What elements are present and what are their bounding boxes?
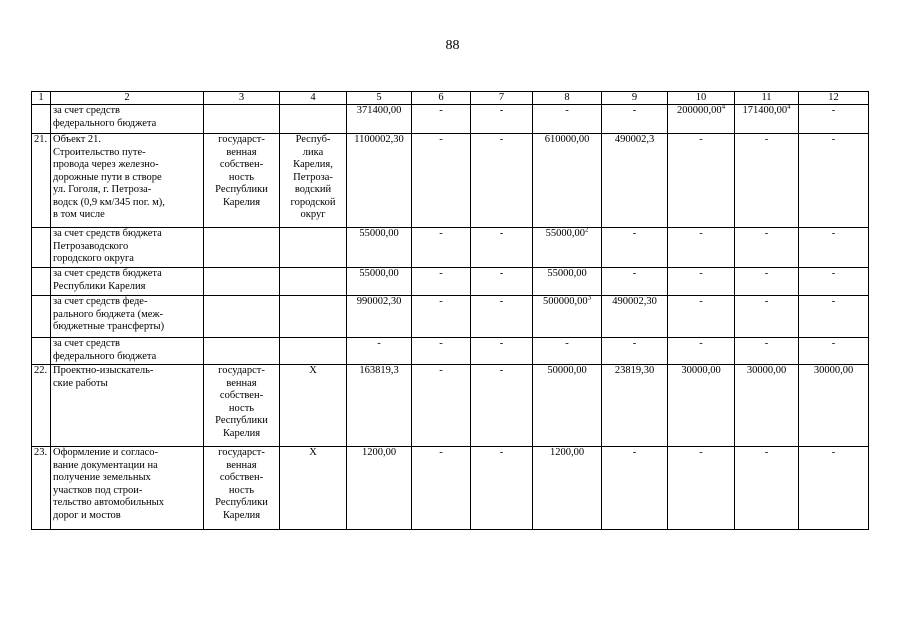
- value-cell-col6: [412, 338, 471, 365]
- cell-value: 171400,00: [742, 105, 788, 116]
- location-cell: [280, 338, 347, 365]
- table-row: [32, 268, 869, 296]
- cell-value: 1200,00: [361, 447, 397, 458]
- value-cell-col11: [735, 268, 799, 296]
- footnote-mark: 3: [587, 295, 592, 302]
- cell-value: -: [439, 447, 443, 458]
- cell-value: -: [831, 338, 836, 349]
- cell-value: -: [699, 338, 703, 349]
- value-cell-col8: [533, 105, 602, 134]
- cell-value: 490002,3: [614, 134, 655, 145]
- cell-value: -: [699, 228, 703, 239]
- description-cell-line: Проектно-изыскатель-: [53, 365, 154, 376]
- cell-value: -: [764, 447, 769, 458]
- description-cell-line: бюджетные трансферты): [53, 321, 165, 332]
- column-number-10: 10: [668, 92, 735, 105]
- value-cell-col8: [533, 268, 602, 296]
- description-cell-line: рального бюджета (меж-: [53, 308, 164, 320]
- value-cell-col11: [735, 228, 799, 268]
- value-cell-col6: [412, 447, 471, 530]
- location-cell-line: Респуб-: [295, 134, 331, 145]
- value-cell-col11: [735, 365, 799, 447]
- cell-value: -: [699, 134, 703, 145]
- value-cell-col12: [799, 447, 869, 530]
- ownership-cell-line: собствен-: [219, 390, 264, 401]
- value-cell-col10: [668, 134, 735, 228]
- cell-value: 371400,00: [356, 105, 402, 116]
- location-cell-line: лика: [302, 146, 324, 158]
- value-cell-col6: [412, 268, 471, 296]
- ownership-cell-line: государст-: [218, 447, 265, 458]
- value-cell-col6: [412, 365, 471, 447]
- row-number: [32, 228, 51, 268]
- cell-value: -: [439, 365, 443, 376]
- value-cell-col5: [347, 228, 412, 268]
- description-cell-line: дорог и мостов: [53, 509, 121, 521]
- cell-value: -: [831, 134, 836, 145]
- page-number: 88: [445, 38, 460, 53]
- cell-value: -: [764, 338, 769, 349]
- ownership-cell-line: венная: [226, 459, 257, 471]
- value-cell-col12: [799, 338, 869, 365]
- column-number-5: 5: [347, 92, 412, 105]
- column-number-2: 2: [51, 92, 204, 105]
- description-cell-line: Объект 21.: [53, 134, 102, 145]
- column-number-3: 3: [204, 92, 280, 105]
- value-cell-col5: [347, 268, 412, 296]
- cell-value: 610000,00: [544, 134, 590, 145]
- value-cell-col9: [602, 134, 668, 228]
- cell-value: -: [632, 105, 637, 116]
- ownership-cell-line: венная: [226, 146, 257, 158]
- description-cell-line: за счет средств бюджета: [53, 268, 162, 279]
- description-cell: [51, 338, 204, 365]
- column-number-row: [32, 92, 869, 105]
- description-cell-line: Оформление и согласо-: [53, 447, 159, 458]
- cell-value: -: [764, 134, 769, 145]
- cell-value: 500000,00: [542, 296, 588, 307]
- location-cell-line: Х: [309, 365, 317, 376]
- cell-value: 55000,00: [545, 228, 585, 239]
- description-cell-line: Петрозаводского: [53, 240, 129, 252]
- table-row: [32, 338, 869, 365]
- value-cell-col5: [347, 365, 412, 447]
- cell-value: 163819,3: [359, 365, 399, 376]
- ownership-cell: [204, 228, 280, 268]
- description-cell: [51, 296, 204, 338]
- cell-value: 50000,00: [547, 365, 587, 376]
- cell-value: 55000,00: [359, 268, 399, 279]
- description-cell-line: за счет средств: [53, 105, 121, 116]
- column-number-7: 7: [471, 92, 533, 105]
- cell-value: -: [764, 296, 769, 307]
- table-row: [32, 228, 869, 268]
- value-cell-col7: [471, 268, 533, 296]
- value-cell-col8: [533, 338, 602, 365]
- column-number-4: 4: [280, 92, 347, 105]
- cell-value: -: [499, 296, 504, 307]
- value-cell-col5: [347, 338, 412, 365]
- cell-value: -: [377, 338, 381, 349]
- value-cell-col11: [735, 338, 799, 365]
- cell-value: 23819,30: [614, 365, 655, 376]
- cell-value: 1200,00: [549, 447, 585, 458]
- row-number: [32, 296, 51, 338]
- location-cell-line: Карелия,: [293, 159, 333, 170]
- ownership-cell-line: ность: [228, 171, 255, 183]
- cell-value: -: [499, 228, 504, 239]
- value-cell-col8: [533, 228, 602, 268]
- cell-value: -: [831, 105, 836, 116]
- cell-value: -: [831, 296, 836, 307]
- cell-value: 55000,00: [359, 228, 399, 239]
- column-number-8: 8: [533, 92, 602, 105]
- location-cell-line: городской: [290, 196, 336, 208]
- value-cell-col10: [668, 447, 735, 530]
- row-number: 21.: [32, 134, 51, 228]
- table-row: [32, 105, 869, 134]
- cell-value: -: [499, 268, 504, 279]
- cell-value: 200000,00: [676, 105, 722, 116]
- location-cell: [280, 134, 347, 228]
- value-cell-col9: [602, 447, 668, 530]
- value-cell-col8: [533, 365, 602, 447]
- row-number: [32, 105, 51, 134]
- cell-value: -: [831, 447, 836, 458]
- column-number-1: 1: [32, 92, 51, 105]
- value-cell-col9: [602, 296, 668, 338]
- ownership-cell-line: Республики: [215, 184, 268, 195]
- cell-value: -: [439, 338, 443, 349]
- value-cell-col6: [412, 296, 471, 338]
- cell-value: -: [699, 447, 703, 458]
- cell-value: -: [565, 105, 569, 116]
- location-cell-line: округ: [300, 209, 326, 220]
- value-cell-col7: [471, 296, 533, 338]
- location-cell: [280, 447, 347, 530]
- value-cell-col10: [668, 268, 735, 296]
- cell-value: -: [439, 105, 443, 116]
- cell-value: -: [439, 134, 443, 145]
- value-cell-col5: [347, 296, 412, 338]
- table-row: [32, 296, 869, 338]
- footnote-mark: 4: [787, 104, 791, 111]
- description-cell-line: дорожные пути в створе: [53, 171, 162, 183]
- value-cell-col12: [799, 365, 869, 447]
- value-cell-col9: [602, 268, 668, 296]
- value-cell-col11: [735, 134, 799, 228]
- location-cell-line: Х: [309, 447, 317, 458]
- value-cell-col7: [471, 338, 533, 365]
- value-cell-col10: [668, 365, 735, 447]
- description-cell-line: ул. Гоголя, г. Петроза-: [53, 184, 152, 195]
- description-cell-line: Строительство путе-: [53, 146, 146, 158]
- cell-value: 990002,30: [356, 296, 402, 307]
- ownership-cell: [204, 105, 280, 134]
- value-cell-col12: [799, 105, 869, 134]
- description-cell: [51, 134, 204, 228]
- description-cell-line: участков под строи-: [53, 484, 143, 496]
- cell-value: -: [565, 338, 569, 349]
- value-cell-col7: [471, 228, 533, 268]
- description-cell-line: в том числе: [53, 209, 105, 220]
- cell-value: -: [499, 338, 504, 349]
- description-cell: [51, 228, 204, 268]
- value-cell-col8: [533, 134, 602, 228]
- value-cell-col10: [668, 228, 735, 268]
- value-cell-col10: [668, 105, 735, 134]
- location-cell: [280, 365, 347, 447]
- description-cell-line: вание документации на: [53, 459, 158, 471]
- cell-value: 1100002,30: [354, 134, 404, 145]
- ownership-cell-line: собствен-: [219, 472, 264, 483]
- ownership-cell: [204, 447, 280, 530]
- description-cell: [51, 105, 204, 134]
- ownership-cell-line: ность: [228, 402, 255, 414]
- column-number-12: 12: [799, 92, 869, 105]
- column-number-11: 11: [735, 92, 799, 105]
- value-cell-col6: [412, 105, 471, 134]
- value-cell-col10: [668, 296, 735, 338]
- ownership-cell: [204, 338, 280, 365]
- ownership-cell-line: венная: [226, 377, 257, 389]
- cell-value: -: [831, 268, 836, 279]
- value-cell-col10: [668, 338, 735, 365]
- description-cell-line: тельство автомобильных: [53, 497, 164, 508]
- description-cell-line: городского округа: [53, 253, 134, 264]
- cell-value: -: [831, 228, 836, 239]
- description-cell: [51, 268, 204, 296]
- cell-value: -: [439, 268, 443, 279]
- value-cell-col9: [602, 365, 668, 447]
- cell-value: -: [499, 134, 504, 145]
- description-cell-line: Республики Карелия: [53, 280, 146, 292]
- description-cell: [51, 365, 204, 447]
- description-cell-line: за счет средств феде-: [53, 296, 148, 307]
- cell-value: -: [632, 228, 637, 239]
- cell-value: 30000,00: [813, 365, 854, 376]
- description-cell-line: федерального бюджета: [53, 117, 157, 129]
- ownership-cell-line: Карелия: [222, 196, 261, 208]
- value-cell-col11: [735, 105, 799, 134]
- location-cell-line: Петроза-: [293, 171, 333, 183]
- cell-value: -: [632, 338, 637, 349]
- ownership-cell-line: государст-: [218, 134, 265, 145]
- cell-value: -: [632, 268, 637, 279]
- cell-value: 30000,00: [746, 365, 787, 376]
- value-cell-col8: [533, 447, 602, 530]
- cell-value: 490002,30: [612, 296, 657, 307]
- row-number: [32, 338, 51, 365]
- table-row: [32, 365, 869, 447]
- description-cell-line: ские работы: [53, 377, 108, 389]
- location-cell: [280, 228, 347, 268]
- value-cell-col11: [735, 296, 799, 338]
- value-cell-col6: [412, 228, 471, 268]
- value-cell-col8: [533, 296, 602, 338]
- description-cell-line: водск (0,9 км/345 пог. м),: [53, 196, 165, 208]
- cell-value: -: [439, 296, 443, 307]
- cell-value: -: [764, 268, 769, 279]
- cell-value: -: [632, 447, 637, 458]
- value-cell-col12: [799, 296, 869, 338]
- location-cell: [280, 268, 347, 296]
- footnote-mark: 2: [584, 227, 589, 234]
- cell-value: -: [499, 447, 504, 458]
- column-number-9: 9: [602, 92, 668, 105]
- description-cell-line: провода через железно-: [53, 159, 159, 170]
- ownership-cell-line: Карелия: [222, 509, 261, 521]
- location-cell-line: водский: [294, 184, 332, 195]
- description-cell: [51, 447, 204, 530]
- value-cell-col5: [347, 105, 412, 134]
- value-cell-col9: [602, 105, 668, 134]
- value-cell-col5: [347, 134, 412, 228]
- ownership-cell-line: Республики: [215, 497, 268, 508]
- row-number: [32, 268, 51, 296]
- value-cell-col9: [602, 228, 668, 268]
- table-row: [32, 447, 869, 530]
- ownership-cell: [204, 365, 280, 447]
- description-cell-line: за счет средств бюджета: [53, 228, 162, 239]
- description-cell-line: за счет средств: [53, 338, 121, 349]
- ownership-cell-line: Республики: [215, 415, 268, 426]
- row-number: 22.: [32, 365, 51, 447]
- value-cell-col7: [471, 447, 533, 530]
- value-cell-col7: [471, 134, 533, 228]
- row-number: 23.: [32, 447, 51, 530]
- ownership-cell: [204, 268, 280, 296]
- value-cell-col7: [471, 105, 533, 134]
- value-cell-col6: [412, 134, 471, 228]
- budget-table: [31, 91, 869, 530]
- cell-value: -: [699, 268, 703, 279]
- description-cell-line: федерального бюджета: [53, 350, 157, 362]
- cell-value: 30000,00: [681, 365, 721, 376]
- value-cell-col12: [799, 134, 869, 228]
- ownership-cell-line: Карелия: [222, 427, 261, 439]
- cell-value: -: [699, 296, 703, 307]
- column-number-6: 6: [412, 92, 471, 105]
- ownership-cell: [204, 134, 280, 228]
- ownership-cell-line: государст-: [218, 365, 265, 376]
- ownership-cell-line: ность: [228, 484, 255, 496]
- value-cell-col11: [735, 447, 799, 530]
- cell-value: -: [764, 228, 769, 239]
- cell-value: -: [439, 228, 443, 239]
- location-cell: [280, 105, 347, 134]
- ownership-cell: [204, 296, 280, 338]
- value-cell-col12: [799, 268, 869, 296]
- cell-value: -: [499, 365, 504, 376]
- cell-value: 55000,00: [547, 268, 587, 279]
- ownership-cell-line: собствен-: [219, 159, 264, 170]
- cell-value: -: [499, 105, 504, 116]
- value-cell-col9: [602, 338, 668, 365]
- description-cell-line: получение земельных: [53, 472, 151, 483]
- value-cell-col5: [347, 447, 412, 530]
- footnote-mark: 4: [721, 104, 726, 111]
- value-cell-col7: [471, 365, 533, 447]
- table-row: [32, 134, 869, 228]
- value-cell-col12: [799, 228, 869, 268]
- location-cell: [280, 296, 347, 338]
